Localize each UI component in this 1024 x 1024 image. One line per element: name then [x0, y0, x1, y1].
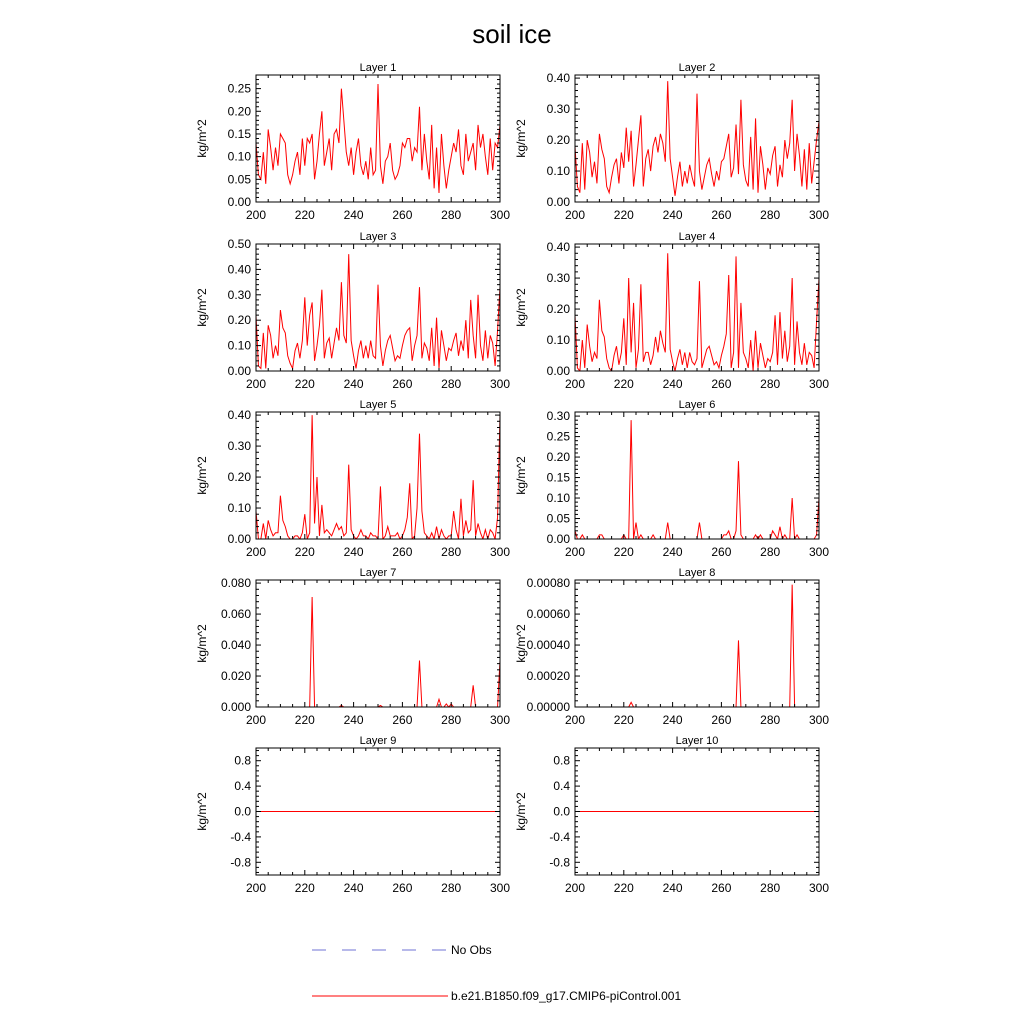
- legend: [312, 943, 681, 1003]
- x-tick-label: 200: [564, 545, 586, 559]
- x-tick-label: 240: [662, 377, 683, 391]
- x-tick-label: 260: [392, 208, 413, 222]
- plot-frame: [575, 580, 819, 707]
- panel-title: Layer 6: [678, 399, 716, 411]
- x-tick-label: 280: [441, 377, 462, 391]
- panel-layer-8: [514, 567, 829, 727]
- x-tick-label: 240: [343, 881, 364, 895]
- y-tick-label: 0.25: [546, 429, 570, 444]
- panel-title: Layer 4: [678, 231, 716, 243]
- x-tick-label: 240: [662, 545, 683, 559]
- y-tick-label: 0.060: [220, 607, 251, 622]
- y-tick-label: 0.10: [546, 164, 570, 179]
- y-tick-label: 0.00040: [526, 638, 570, 653]
- x-tick-label: 200: [245, 881, 267, 895]
- y-axis-label: kg/m^2: [195, 624, 209, 663]
- x-tick-label: 200: [245, 208, 267, 222]
- x-tick-label: 240: [662, 881, 683, 895]
- y-tick-label: 0.00060: [526, 607, 570, 622]
- y-axis-label: kg/m^2: [514, 288, 528, 327]
- x-tick-label: 200: [564, 713, 586, 727]
- series-line: [256, 84, 500, 193]
- y-tick-label: 0.50: [227, 237, 251, 251]
- x-tick-label: 280: [760, 881, 781, 895]
- series-line: [575, 253, 819, 371]
- x-tick-label: 220: [613, 208, 634, 222]
- y-tick-label: 0.00: [546, 532, 570, 546]
- x-tick-label: 260: [392, 545, 413, 559]
- x-tick-label: 220: [613, 545, 634, 559]
- series-line: [256, 597, 500, 707]
- x-tick-label: 260: [711, 208, 732, 222]
- x-tick-label: 220: [294, 881, 315, 895]
- x-tick-label: 280: [441, 545, 462, 559]
- y-tick-label: 0.40: [227, 408, 251, 423]
- x-tick-label: 260: [711, 377, 732, 391]
- series-line: [575, 420, 819, 539]
- x-tick-label: 280: [760, 208, 781, 222]
- panel-layer-7: [195, 567, 510, 727]
- plot-frame: [256, 244, 500, 371]
- y-axis-label: kg/m^2: [195, 288, 209, 327]
- panel-title: Layer 7: [359, 567, 397, 579]
- y-tick-label: 0.040: [220, 638, 251, 653]
- x-tick-label: 220: [294, 713, 315, 727]
- y-tick-label: 0.15: [546, 470, 570, 485]
- x-tick-label: 200: [245, 377, 267, 391]
- y-tick-label: 0.020: [220, 669, 251, 684]
- y-tick-label: 0.25: [227, 81, 251, 96]
- plot-frame: [256, 580, 500, 707]
- panel-layer-5: [195, 399, 510, 559]
- series-line: [575, 81, 819, 196]
- y-axis-label: kg/m^2: [514, 119, 528, 158]
- y-tick-label: -0.8: [549, 855, 570, 870]
- y-tick-label: 0.00020: [526, 669, 570, 684]
- y-tick-label: 0.10: [546, 333, 570, 348]
- x-tick-label: 300: [489, 713, 511, 727]
- y-tick-label: 0.00000: [526, 700, 570, 714]
- y-tick-label: -0.8: [230, 855, 251, 870]
- y-axis-label: kg/m^2: [195, 456, 209, 495]
- plot-frame: [256, 412, 500, 539]
- y-tick-label: -0.4: [230, 829, 251, 844]
- panel-layer-3: [195, 231, 510, 391]
- series-line: [256, 254, 500, 368]
- x-tick-label: 200: [245, 713, 267, 727]
- y-tick-label: 0.00: [227, 364, 251, 378]
- y-axis-label: kg/m^2: [514, 456, 528, 495]
- plot-frame: [575, 412, 819, 539]
- x-tick-label: 300: [489, 545, 511, 559]
- x-tick-label: 220: [294, 545, 315, 559]
- y-axis-label: kg/m^2: [195, 792, 209, 831]
- y-tick-label: 0.00: [546, 195, 570, 209]
- y-tick-label: 0.00: [546, 364, 570, 378]
- x-tick-label: 240: [343, 713, 364, 727]
- y-tick-label: 0.20: [227, 470, 251, 485]
- panel-title: Layer 2: [678, 62, 716, 74]
- panel-layer-10: [514, 735, 829, 895]
- x-tick-label: 280: [441, 713, 462, 727]
- x-tick-label: 220: [613, 713, 634, 727]
- x-tick-label: 200: [564, 377, 586, 391]
- y-tick-label: 0.30: [546, 409, 570, 424]
- y-tick-label: 0.00080: [526, 576, 570, 591]
- y-tick-label: 0.00: [227, 195, 251, 209]
- y-tick-label: 0.20: [227, 313, 251, 328]
- y-tick-label: 0.30: [227, 287, 251, 302]
- y-tick-label: 0.00: [227, 532, 251, 546]
- panel-layer-9: [195, 735, 510, 895]
- series-line: [575, 585, 819, 707]
- y-axis-label: kg/m^2: [195, 119, 209, 158]
- x-tick-label: 200: [245, 545, 267, 559]
- legend-label: b.e21.B1850.f09_g17.CMIP6-piControl.001: [451, 989, 682, 1003]
- x-tick-label: 240: [662, 713, 683, 727]
- x-tick-label: 280: [441, 881, 462, 895]
- y-tick-label: 0.10: [227, 338, 251, 353]
- x-tick-label: 280: [760, 713, 781, 727]
- x-tick-label: 300: [489, 208, 511, 222]
- x-tick-label: 260: [392, 377, 413, 391]
- x-tick-label: 260: [392, 881, 413, 895]
- x-tick-label: 240: [662, 208, 683, 222]
- legend-item: [312, 989, 681, 1003]
- legend-item: [312, 943, 492, 957]
- x-tick-label: 280: [760, 545, 781, 559]
- panel-grid: [195, 62, 829, 895]
- y-tick-label: 0.20: [227, 104, 251, 119]
- panel-title: Layer 1: [359, 62, 397, 74]
- panel-title: Layer 8: [678, 567, 716, 579]
- x-tick-label: 200: [564, 208, 586, 222]
- x-tick-label: 240: [343, 545, 364, 559]
- y-tick-label: 0.30: [546, 102, 570, 117]
- y-tick-label: 0.10: [546, 491, 570, 506]
- y-tick-label: 0.30: [227, 439, 251, 454]
- x-tick-label: 280: [760, 377, 781, 391]
- y-tick-label: 0.40: [546, 71, 570, 86]
- x-tick-label: 300: [808, 713, 830, 727]
- x-tick-label: 300: [489, 377, 511, 391]
- y-tick-label: 0.30: [546, 271, 570, 286]
- y-tick-label: -0.4: [549, 829, 570, 844]
- x-tick-label: 260: [711, 545, 732, 559]
- x-tick-label: 300: [808, 377, 830, 391]
- y-tick-label: 0.40: [227, 262, 251, 277]
- x-tick-label: 220: [613, 881, 634, 895]
- series-line: [256, 415, 500, 539]
- y-tick-label: 0.20: [546, 450, 570, 465]
- x-tick-label: 300: [808, 208, 830, 222]
- panel-title: Layer 9: [359, 735, 397, 747]
- y-tick-label: 0.20: [546, 302, 570, 317]
- y-axis-label: kg/m^2: [514, 792, 528, 831]
- y-tick-label: 0.8: [234, 753, 251, 768]
- y-tick-label: 0.4: [234, 779, 251, 794]
- panel-layer-1: [195, 62, 510, 222]
- x-tick-label: 280: [441, 208, 462, 222]
- y-tick-label: 0.05: [546, 511, 570, 526]
- y-tick-label: 0.10: [227, 501, 251, 516]
- legend-label: No Obs: [451, 943, 492, 957]
- y-tick-label: 0.15: [227, 126, 251, 141]
- y-tick-label: 0.10: [227, 149, 251, 164]
- y-axis-label: kg/m^2: [514, 624, 528, 663]
- panel-layer-2: [514, 62, 829, 222]
- y-tick-label: 0.8: [553, 753, 570, 768]
- y-tick-label: 0.080: [220, 576, 251, 591]
- x-tick-label: 300: [808, 881, 830, 895]
- x-tick-label: 260: [392, 713, 413, 727]
- x-tick-label: 220: [294, 377, 315, 391]
- panel-title: Layer 5: [359, 399, 397, 411]
- x-tick-label: 240: [343, 208, 364, 222]
- y-tick-label: 0.4: [553, 779, 570, 794]
- x-tick-label: 300: [489, 881, 511, 895]
- x-tick-label: 300: [808, 545, 830, 559]
- y-tick-label: 0.0: [234, 804, 251, 819]
- x-tick-label: 220: [613, 377, 634, 391]
- panel-title: Layer 3: [359, 231, 397, 243]
- y-tick-label: 0.05: [227, 172, 251, 187]
- y-tick-label: 0.20: [546, 133, 570, 148]
- panel-title: Layer 10: [675, 735, 719, 747]
- x-tick-label: 260: [711, 881, 732, 895]
- x-tick-label: 240: [343, 377, 364, 391]
- panel-layer-6: [514, 399, 829, 559]
- y-tick-label: 0.40: [546, 240, 570, 255]
- y-tick-label: 0.0: [553, 804, 570, 819]
- figure-title: soil ice: [472, 19, 552, 49]
- panel-layer-4: [514, 231, 829, 391]
- x-tick-label: 200: [564, 881, 586, 895]
- x-tick-label: 220: [294, 208, 315, 222]
- x-tick-label: 260: [711, 713, 732, 727]
- y-tick-label: 0.000: [220, 700, 251, 714]
